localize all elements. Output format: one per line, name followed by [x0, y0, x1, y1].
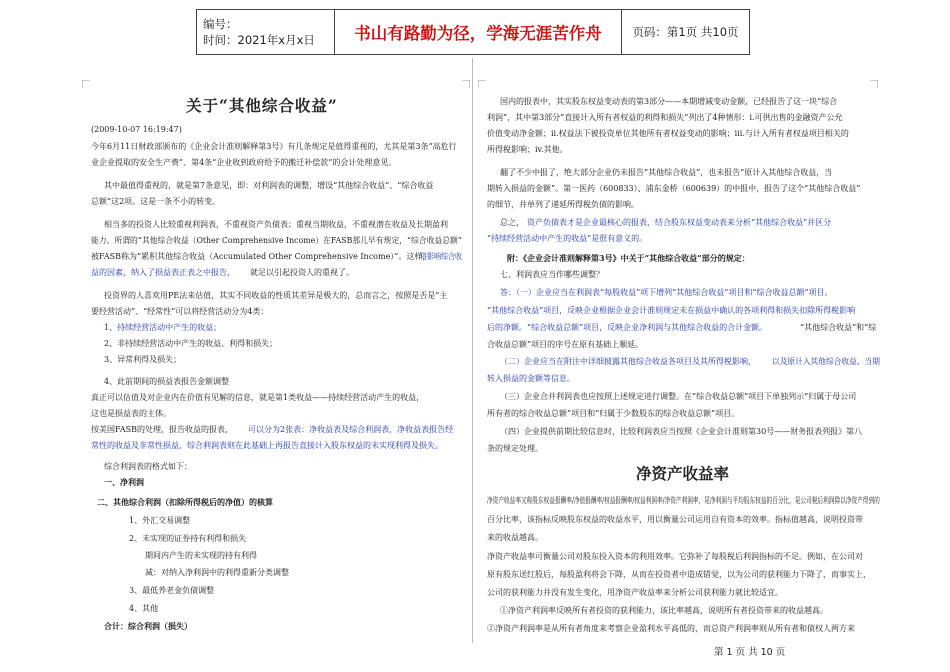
right-section-title: 净资产收益率: [636, 465, 730, 483]
header-page-label: 页码：第1页 共10页: [632, 25, 739, 39]
left-text-line: 按美国FASB的处理，报告收益的报表，: [91, 425, 233, 434]
right-text-line: 转入损益的金额等信息。: [487, 374, 575, 383]
right-text-line: 来的收益越高。: [487, 533, 543, 542]
left-text-line: 业企业提取的安全生产费”、第4条“企业收到政府给予的搬迁补偿款”的会计处理意见。: [91, 158, 397, 167]
left-text-line: 2、非持续经营活动中产生的收益、利得和损失；: [104, 339, 278, 348]
left-text-line: 3、异常利得及损失；: [104, 355, 182, 364]
right-text-line: （二）企业应当在附注中详细披露其他综合收益各项目及其所得税影响，: [500, 357, 756, 366]
right-text-line: 总之，: [500, 218, 524, 227]
right-text-line: 后的净额。“综合收益总额”项目，反映企业净利润与其他综合收益的合计金额。: [487, 323, 768, 332]
right-text-line: 价值变动净金额；ii.权益法下被投资单位其他所有者权益变动的影响；iii.与计入所有者权益项目相关的: [487, 129, 849, 138]
right-text-line: ①净资产利润率反映所有者投资的获利能力，该比率越高，说明所有者投资带来的收益越高。: [500, 606, 828, 615]
left-text-line: 合计：综合利润（损失）: [104, 621, 192, 631]
header-meta: [197, 10, 335, 54]
right-text-line: 净资产收益率又称股东权益报酬率/净值报酬率/权益报酬率/权益利润率/净资产利润率，是净利润与平均股东权益的百分比，是公司税后利润除以净资产得到的: [487, 496, 880, 505]
left-text-line: 益的因素，纳入了损益表正表之中报告，: [91, 268, 235, 277]
left-text-line: 2、未实现的证券持有利得和损失: [129, 534, 247, 543]
right-text-line: 百分比率，该指标反映股东权益的收益水平，用以衡量公司运用自有资本的效率。指标值越高，说明投资带: [487, 515, 863, 524]
left-text-line: 相当多的投资人比较重视利润表，不重视资产负债表；重视当期收益，不重视潜在收益及长期盈利: [104, 220, 448, 229]
left-text-line: 被FASB称为“累积其他综合收益（Accumulated Other Comprehensive Income）”。这样，: [91, 252, 431, 261]
page-header: [196, 9, 750, 55]
right-text-line: 条的规定处理。: [487, 444, 543, 453]
right-text-line: 合收益总额”项目的序号在原有基础上顺延。: [487, 340, 644, 349]
right-text-line: 翻了不少中报了，绝大部分企业仍未报告“其他综合收益”，也未报告“原计入其他综合收益，当: [500, 168, 833, 177]
left-text-line: 二、其他综合利润（扣除所得税后的净值）的核算: [97, 497, 273, 507]
right-text-line: （三）企业合并利润表也应按照上述规定进行调整。在“综合收益总额”项目下单独列示“归属于母公司: [500, 392, 857, 401]
doc-id-label: 编号：: [203, 17, 238, 31]
left-text-line: 3、最低养老金负债调整: [129, 586, 215, 595]
left-article-title: 关于“其他综合收益”: [186, 96, 338, 115]
left-text-line: 综合利润表的格式如下：: [104, 462, 192, 471]
left-text-line: 总额”这2项。这是一条不小的转变。: [91, 197, 221, 206]
right-text-line: 利润”，其中第3部分“直接计入所有者权益的利得和损失”列出了4种情形：i.可供出售的金融资产公允: [487, 113, 843, 122]
left-text-line: 要经营活动”、“经常性”可以将经营活动分为4类：: [91, 307, 269, 316]
left-text-line: 减：对纳入净利润中的利得重新分类调整: [145, 568, 289, 577]
right-text-line: 所有者的综合收益总额”项目和“归属于少数股东的综合收益总额”项目。: [487, 409, 740, 418]
right-text-line: 原有股东送红股后，每股盈利将会下降，从而在投资者中造成错觉，以为公司的获利能力下降了，而事实上，: [487, 570, 871, 579]
crop-mark-top-middle-left: [462, 80, 470, 88]
left-text-line: 能力。所谓的“其他综合收益（Other Comprehensive Income）在FASB那儿早有规定，“综合收益总额”: [91, 236, 462, 245]
right-text-line: 答：（一）企业应当在利润表“每股收益”项下增列“其他综合收益”项目和“综合收益总额”项目。: [500, 288, 833, 297]
left-text-line: 期间内产生的未实现的持有利得: [145, 551, 257, 560]
crop-mark-top-left: [82, 80, 90, 88]
right-text-line: 所得税影响；iv.其他。: [487, 145, 568, 154]
crop-mark-top-right: [870, 80, 878, 88]
left-text-line: 今年6月11日财政部颁布的《企业会计准则解释第3号》有几条规定是值得重视的，尤其是第3条“高危行: [91, 142, 457, 151]
right-text-line: 公司的获利能力并没有发生变化，用净资产收益率来分析公司获利能力就比较适宜。: [487, 588, 783, 597]
doc-time-label: 时间：2021年x月x日: [203, 33, 315, 47]
header-motto: 书山有路勤为径，学海无涯苦作舟: [335, 10, 622, 54]
right-text-line: 七、利润表应当作哪些调整？: [500, 270, 604, 279]
crop-mark-top-middle-right: [478, 80, 486, 88]
left-text-line: 1、外汇交易调整: [129, 516, 191, 525]
right-text-line: ②净资产利润率是从所有者角度来考察企业盈利水平高低的，而总资产利润率则从所有者和债权人两方来: [487, 624, 855, 633]
left-text-line: 这也是损益表的主体。: [91, 409, 171, 418]
left-text-line: 可以分为2张表：净收益表及综合利润表，净收益表报告经: [248, 425, 454, 434]
right-text-line: 资产负债表才是企业最核心的报表，结合股东权益变动表来分析“其他综合收益”并区分: [527, 218, 832, 227]
right-text-line: 附：《企业会计准则解释第3号》中关于“其他综合收益”部分的规定：: [507, 253, 750, 263]
right-text-line: （四）企业提供前期比较信息时，比较利润表应当按照《企业会计准则第30号——财务报表列报》第八: [500, 427, 863, 436]
left-text-line: 4、其他: [129, 604, 159, 613]
right-text-line: “持续经营活动中产生的收益”是很有意义的。: [487, 234, 648, 243]
left-text-line: 其中最值得重视的，就是第7条意见，即：对利润表的调整，增设“其他综合收益”、“综合收益: [104, 181, 434, 190]
left-text-line: 就足以引起投资人的重视了。: [250, 268, 354, 277]
left-text-line: 一、净利润: [104, 477, 144, 487]
right-text-line: “其他综合收益”和“综: [800, 323, 877, 332]
left-text-line: 1、持续经营活动中产生的收益；: [104, 323, 222, 332]
left-text-line: 投资界的人喜欢用PE法来估值，其实不同收益的性质其差异是极大的，总而言之，按照是否是“主: [104, 291, 448, 300]
left-text-line: 常性的收益及非常性损益，综合利润表则在此基础上再报告直接计入股东权益的未实现利得及损失。: [91, 441, 443, 450]
left-text-line: (2009-10-07 16:19:47): [91, 125, 182, 134]
right-text-line: 以及原计入其他综合收益、当期: [772, 357, 880, 366]
column-divider: [472, 58, 473, 643]
right-text-line: “其他综合收益”项目，反映企业根据企业会计准则规定未在损益中确认的各项利得和损失扣除所得税影响: [487, 306, 856, 315]
page-footer: 第 1 页 共 10 页: [714, 647, 786, 658]
right-text-line: 净资产收益率可衡量公司对股东投入资本的利用效率。它弥补了每股税后利润指标的不足。例如，在公司对: [487, 552, 863, 561]
left-text-line: 真正可以估值及对企业内在价值有见解的信息，就是第1类收益——持续经营活动产生的收益，: [91, 393, 425, 402]
right-text-line: 的细节，并单列了递延所得税负债的影响。: [487, 200, 639, 209]
left-text-line: 4、此前期间的损益表报告金额调整: [104, 377, 230, 386]
right-text-line: 国内的报表中，其实股东权益变动表的第3部分——本期增减变动金额，已经报告了这一块“综合: [500, 97, 838, 106]
right-text-line: 期转入损益的金额”。第一医药（600833）、浦东金桥（600639）的中报中，报告了这个“其他综合收益”: [487, 184, 861, 193]
left-text-line: 将影响综合收: [420, 252, 462, 261]
